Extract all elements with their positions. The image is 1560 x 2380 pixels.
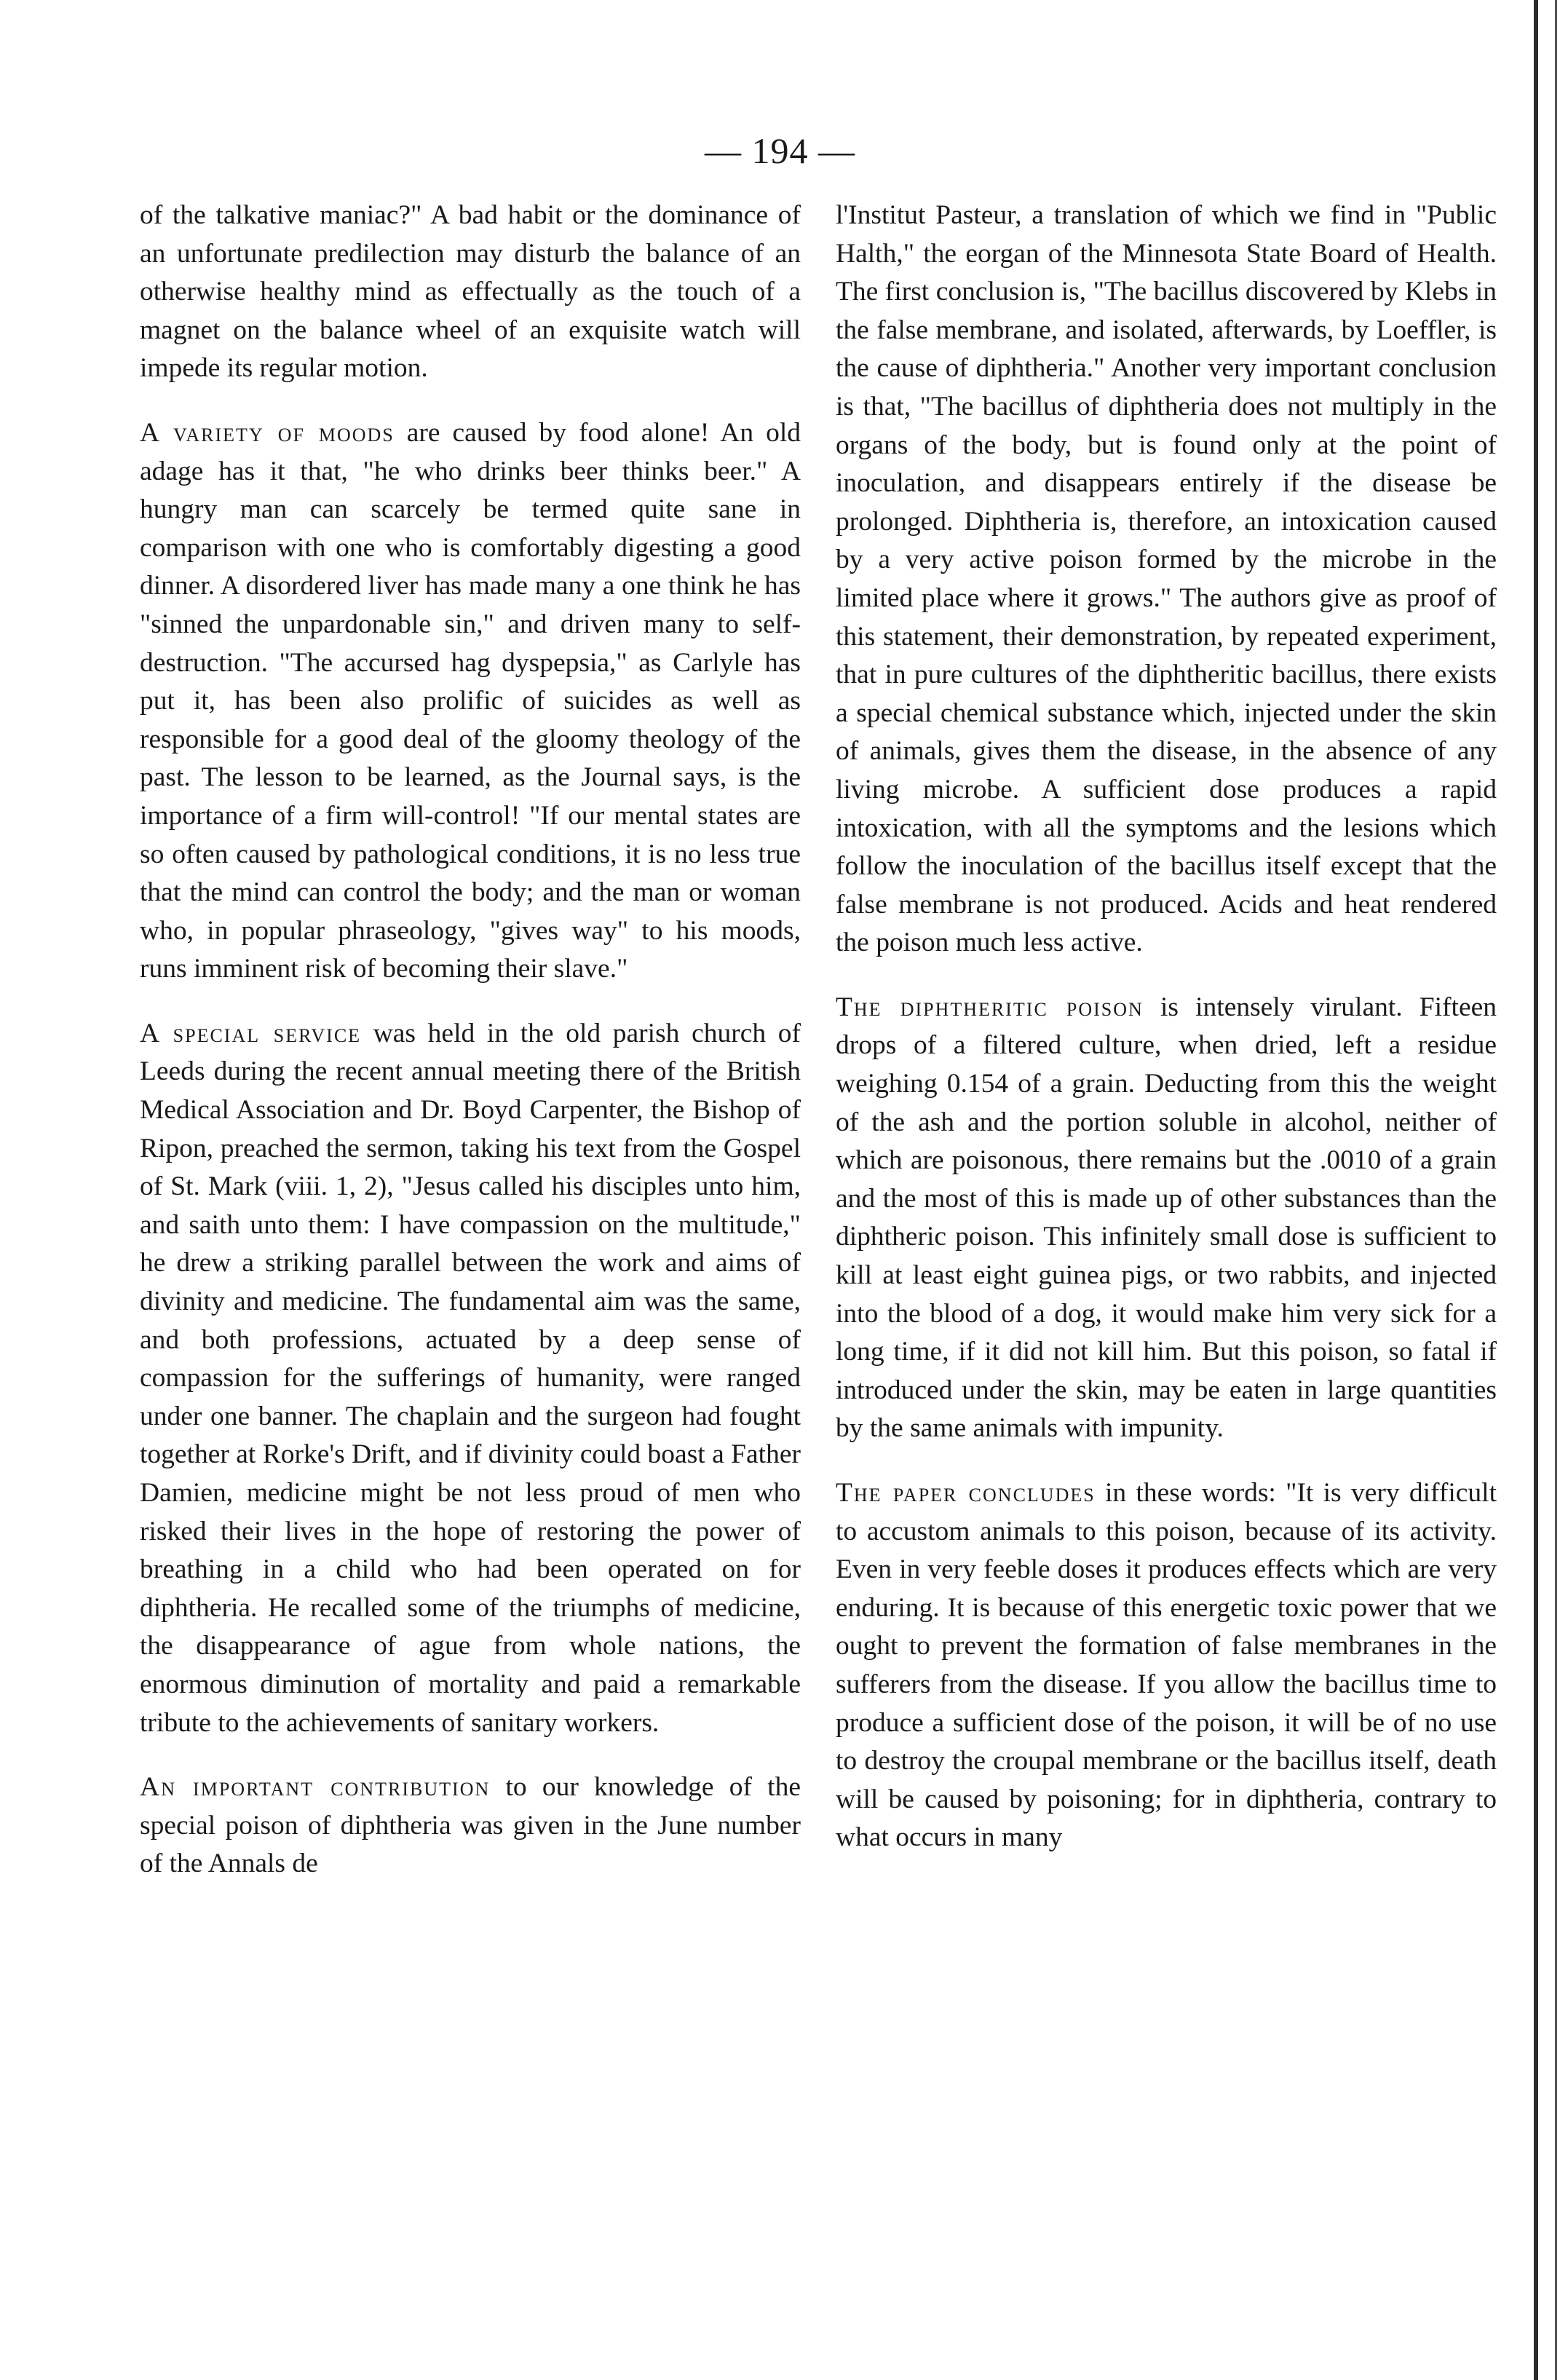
right-column [836, 197, 1497, 1883]
paragraph [140, 197, 801, 388]
page-edge-shadow [1534, 0, 1538, 2380]
paragraph [140, 1015, 801, 1742]
page-number: — 194 — [705, 130, 855, 171]
paragraph [836, 197, 1497, 962]
page-edge-line [1555, 0, 1557, 2380]
left-column [140, 197, 801, 1910]
paragraph-text: in these words: "It is very difficult to accustom animals to this poison, because of its activity. Even in very feeble doses it produces effects which are very enduring. It is because of this energetic toxic power that we ought to prevent the formation of false membranes in the sufferers from the disease. If you allow the bacillus time to produce a sufficient dose of the poison, it will be of no use to destroy the croupal membrane or the bacillus itself, death will be caused by poisoning; for in diphtheria, contrary to what occurs in many [836, 1478, 1497, 1853]
section-lead: A special service [140, 1018, 362, 1048]
paragraph [140, 414, 801, 989]
section-lead: The diphtheritic poison [836, 992, 1144, 1022]
paragraph-text: of the talkative maniac?" A bad habit or the dominance of an unfortunate predilection may disturb the balance of an otherwise healthy mind as effectually as the touch of a magnet on the balance wheel of an exquisite watch will impede its regular motion. [140, 200, 801, 384]
paragraph-text: to our knowledge of the special poison of diphtheria was given in the June number of the Annals de [140, 1772, 801, 1879]
paragraph-text: l'Institut Pasteur, a translation of which we find in "Public Halth," the eorgan of the Minnesota State Board of Health. The first conclusion is, "The bacillus discovered by Klebs in the false membrane, and isolated, afterwards, by Loeffler, is the cause of diphtheria." Another very important conclusion is that, "The bacillus of diphtheria does not multiply in the organs of the body, but is found only at the point of inoculation, and disappears entirely if the disease be prolonged. Diphtheria is, therefore, an intoxication caused by a very active poison formed by the microbe in the limited place where it grows." The authors give as proof of this statement, their demonstration, by repeated experiment, that in pure cultures of the diphtheritic bacillus, there exists a special chemical substance which, injected under the skin of animals, gives them the disease, in the absence of any living microbe. A sufficient dose produces a rapid intoxication, with all the symptoms and the lesions which follow the inoculation of the bacillus itself except that the false membrane is not produced. Acids and heat rendered the poison much less active. [836, 200, 1497, 958]
section-lead: A variety of moods [140, 417, 395, 448]
paragraph [140, 1768, 801, 1883]
paragraph [836, 1474, 1497, 1857]
section-lead: The paper concludes [836, 1478, 1096, 1508]
paragraph [836, 989, 1497, 1448]
paragraph-text: was held in the old parish church of Leeds during the recent annual meeting there of the British Medical Association and Dr. Boyd Carpenter, the Bishop of Ripon, preached the sermon, taking his text from the Gospel of St. Mark (viii. 1, 2), "Jesus called his disciples unto him, and saith unto them: I have compassion on the multitude," he drew a striking parallel between the work and aims of divinity and medicine. The fundamental aim was the same, and both professions, actuated by a deep sense of compassion for the sufferings of humanity, were ranged under one banner. The chaplain and the surgeon had fought together at Rorke's Drift, and if divinity could boast a Father Damien, medicine might be not less proud of men who risked their lives in the hope of restoring the power of breathing in a child who had been operated on for diphtheria. He recalled some of the triumphs of medicine, the disappearance of ague from whole nations, the enormous diminution of mortality and paid a remarkable tribute to the achievements of sanitary workers. [140, 1018, 801, 1738]
paragraph-text: is intensely virulant. Fifteen drops of a filtered culture, when dried, left a residue weighing 0.154 of a grain. Deducting from this the weight of the ash and the portion soluble in alcohol, neither of which are poisonous, there remains but the .0010 of a grain and the most of this is made up of other substances than the diphtheric poison. This infinitely small dose is sufficient to kill at least eight guinea pigs, or two rabbits, and injected into the blood of a dog, it would make him very sick for a long time, if it did not kill him. But this poison, so fatal if introduced under the skin, may be eaten in large quantities by the same animals with impunity. [836, 992, 1497, 1444]
section-lead: An important contribution [140, 1772, 491, 1803]
paragraph-text: are caused by food alone! An old adage has it that, "he who drinks beer thinks beer." A hungry man can scarcely be termed quite sane in comparison with one who is comfortably digesting a good dinner. A disordered liver has made many a one think he has "sinned the unpardonable sin," and driven many to self-destruction. "The accursed hag dyspepsia," as Carlyle has put it, has been also prolific of suicides as well as responsible for a good deal of the gloomy theology of the past. The lesson to be learned, as the Journal says, is the importance of a firm will-control! "If our mental states are so often caused by pathological conditions, it is no less true that the mind can control the body; and the man or woman who, in popular phraseology, "gives way" to his moods, runs imminent risk of becoming their slave." [140, 417, 801, 984]
